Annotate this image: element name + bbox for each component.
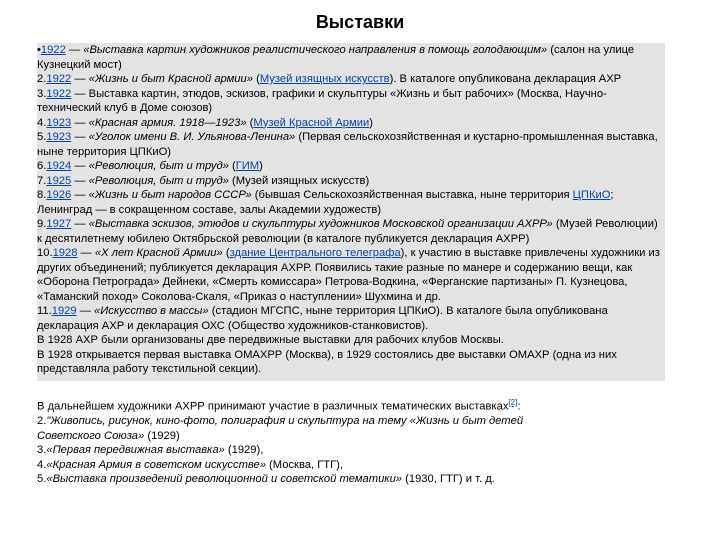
item-number: 4.: [37, 458, 47, 471]
paragraph-omahrr: В 1928 открывается первая выставка ОМАХРР (Москва), в 1929 состоялись две выставки ОМАХР (одна из них представляла работу текстильной секции).: [37, 348, 617, 375]
dash: —: [71, 73, 89, 85]
paren: (: [252, 73, 260, 85]
thematic-title: «Первая передвижная выставка»: [46, 444, 225, 457]
exhibition-title: «Выставка эскизов, этюдов и скульптуры художников Московской организации АХРР»: [88, 218, 553, 230]
item-marker: 2.: [37, 73, 47, 85]
year-link[interactable]: 1925: [46, 174, 72, 187]
dash: —: [71, 189, 89, 201]
item-number: 2.: [37, 415, 47, 428]
exhibition-details: Выставка картин, этюдов, эскизов, графики и скульптуры «Жизнь и быт рабочих» (Москва, Научно-технический клуб в Доме союзов): [37, 87, 607, 114]
paren: (: [228, 160, 236, 172]
exhibition-item-5: [37, 131, 658, 158]
item-marker: 7.: [37, 174, 47, 187]
item-marker: 4.: [37, 116, 47, 129]
exhibition-item-8: [37, 189, 614, 216]
venue-link[interactable]: Музей Красной Армии: [253, 116, 370, 129]
dash: —: [71, 218, 89, 230]
exhibition-item-1: [37, 44, 634, 71]
paragraph-1928: В 1928 АХР были организованы две передвижные выставки для рабочих клубов Москвы.: [37, 334, 504, 346]
exhibition-title: «Революция, быт и труд»: [88, 160, 229, 172]
item-marker: 11.: [37, 305, 52, 317]
venue-link[interactable]: здание Центрального телеграфа: [229, 247, 401, 259]
thematic-item-4: [37, 459, 343, 471]
dash: —: [65, 44, 84, 56]
exhibition-item-7: [37, 175, 369, 187]
colon: :: [517, 400, 521, 413]
year-link[interactable]: 1922: [46, 73, 72, 85]
exhibition-item-6: [37, 160, 263, 172]
exhibition-title: «X лет Красной Армии»: [94, 247, 223, 259]
thematic-intro: В дальнейшем художники АХРР принимают участие в различных тематических выставках: [37, 400, 509, 413]
thematic-details: (1930, ГТГ) и т. д.: [402, 473, 495, 486]
exhibition-item-9: [37, 218, 658, 245]
item-marker: 5.: [37, 131, 47, 143]
exhibition-details: (Музей изящных искусств): [228, 174, 370, 187]
item-marker: 8.: [37, 189, 47, 201]
year-link[interactable]: 1922: [40, 44, 66, 56]
item-number: 5.: [37, 473, 47, 486]
thematic-details: (1929): [144, 429, 180, 442]
item-marker: 3.: [37, 87, 47, 100]
exhibitions-list: [37, 43, 665, 381]
thematic-title: «Выставка произведений революционной и советской тематики»: [46, 473, 403, 486]
paren: (: [246, 116, 254, 129]
thematic-details: (Москва, ГТГ),: [265, 458, 343, 471]
reference-link[interactable]: [2]: [508, 398, 518, 407]
item-marker: •: [37, 44, 41, 56]
page-title: Выставки: [315, 12, 405, 32]
dash: —: [71, 174, 89, 187]
thematic-title: «Красная Армия в советском искусстве»: [46, 458, 266, 471]
dash: —: [71, 160, 89, 172]
exhibition-details: ). В каталоге опубликована декларация АХР: [389, 73, 622, 85]
thematic-item-5: [37, 473, 495, 485]
item-marker: 10.: [37, 247, 53, 259]
dash: —: [76, 305, 95, 317]
thematic-item-3: [37, 444, 263, 456]
exhibition-details: (Музей Революции) к десятилетнему юбилею Октябрьской революции (в каталоге публикуется декларация АХРР): [37, 218, 658, 245]
thematic-details: (1929),: [224, 444, 264, 457]
exhibition-title: «Искусство в массы»: [94, 305, 209, 317]
exhibition-details: ), к участию в выставке привлечены художники из других объединений; публикуется декларация АХРР. Появились такие разные по манере и содержанию вещи, как «Оборона Петрограда» Дейнеки, «Смерть комиссара» Петрова-Водкина, «Ферганские партизаны» П. Кузнецова, «Таманский поход» Соколова-Скаля, «Приказ о наступлении» Шухмина и др.: [37, 247, 660, 303]
exhibition-item-4: [37, 117, 373, 129]
year-link[interactable]: 1922: [46, 87, 72, 100]
year-link[interactable]: 1929: [51, 305, 77, 317]
year-link[interactable]: 1926: [46, 189, 72, 201]
dash: —: [71, 131, 89, 143]
item-marker: 9.: [37, 218, 47, 230]
year-link[interactable]: 1924: [46, 160, 72, 172]
exhibition-details: (Первая сельскохозяйственная и кустарно-промышленная выставка, ныне территория ЦПКиО): [37, 131, 658, 158]
exhibition-details: ): [369, 116, 373, 129]
exhibition-item-3: [37, 88, 607, 115]
paren: (: [222, 247, 230, 259]
exhibition-title: «Уголок имени В. И. Ульянова-Ленина»: [88, 131, 296, 143]
year-link[interactable]: 1923: [46, 131, 72, 143]
venue-link[interactable]: ЦПКиО: [572, 189, 611, 201]
year-link[interactable]: 1928: [52, 247, 78, 259]
exhibition-details: (салон на улице Кузнецкий мост): [37, 44, 635, 71]
dash: —: [71, 87, 89, 100]
exhibition-details-cont: ; Ленинград — в сокращенном составе, залы Академии художеств): [37, 189, 614, 216]
exhibition-item-11: [37, 305, 608, 332]
exhibition-title: «Жизнь и быт Красной армии»: [88, 73, 253, 85]
exhibition-details: (стадион МГСПС, ныне территория ЦПКиО). В каталоге была опубликована декларация АХР и декларация ОХС (Общество художников-станковистов).: [37, 305, 608, 332]
exhibition-item-10: [37, 247, 660, 303]
venue-link[interactable]: ГИМ: [235, 160, 260, 172]
exhibition-item-2: [37, 73, 621, 85]
item-number: 3.: [37, 444, 47, 457]
thematic-item-2: [37, 415, 523, 442]
exhibition-title: «Выставка картин художников реалистического направления в помощь голодающим»: [83, 44, 548, 56]
exhibition-title: «Революция, быт и труд»: [88, 174, 229, 187]
thematic-title: "Живопись, рисунок, кино-фото, полиграфия и скульптура на тему «Жизнь и быт детей Советского Союза»: [37, 415, 524, 442]
venue-link[interactable]: Музей изящных искусств: [259, 73, 390, 85]
year-link[interactable]: 1923: [46, 116, 72, 129]
exhibition-details: (бывшая Сельскохозяйственная выставка, ныне территория: [251, 189, 573, 201]
dash: —: [77, 247, 95, 259]
dash: —: [71, 116, 89, 129]
year-link[interactable]: 1927: [46, 218, 72, 230]
item-marker: 6.: [37, 160, 47, 172]
thematic-exhibitions: [37, 396, 577, 487]
exhibition-title: «Красная армия. 1918—1923»: [88, 116, 247, 129]
exhibition-details: ): [259, 160, 263, 172]
exhibition-title: «Жизнь и быт народов СССР»: [88, 189, 252, 201]
